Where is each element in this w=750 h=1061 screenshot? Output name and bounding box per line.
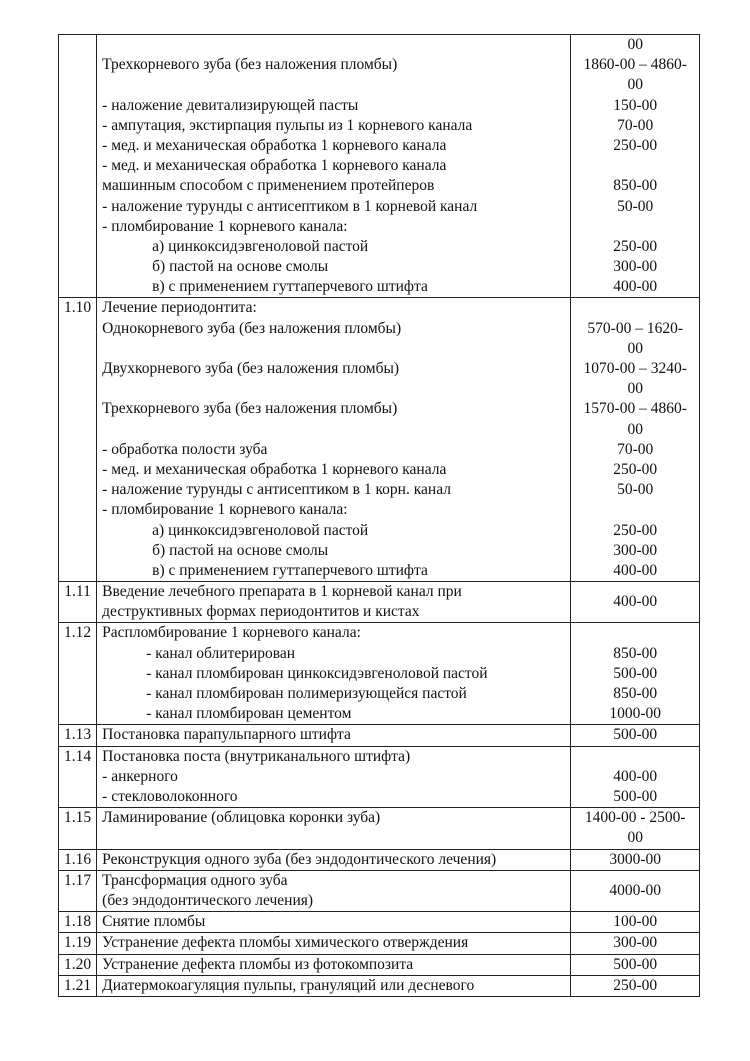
service-description-line: а) цинкоксидэвгеноловой пастой [152, 521, 369, 539]
item-number-cell: 1.21 [59, 975, 97, 996]
price-line [571, 747, 699, 767]
price-line: 250-00 [613, 237, 658, 255]
service-description-line: Трехкорневого зуба (без наложения пломбы) [102, 400, 398, 418]
price-line [571, 217, 699, 237]
price-cell [571, 954, 700, 975]
service-description-line: Однокорневого зуба (без наложения пломбы) [102, 319, 402, 337]
service-description-line: - пломбирование 1 корневого канала: [102, 501, 348, 519]
price-line: 250-00 [613, 460, 658, 478]
service-description-cell [97, 808, 571, 849]
price-line: 300-00 [613, 934, 658, 952]
price-line: 1860-00 – 4860- [583, 56, 687, 74]
price-line: 400-00 [613, 767, 658, 785]
service-description-cell [97, 725, 571, 746]
service-description-line: б) пастой на основе смолы [152, 541, 329, 559]
item-number-cell [59, 35, 97, 298]
item-number-cell: 1.20 [59, 954, 97, 975]
item-number-cell: 1.10 [59, 298, 97, 582]
item-number-cell: 1.16 [59, 849, 97, 870]
item-number-cell: 1.17 [59, 870, 97, 911]
price-line [571, 298, 699, 318]
price-line: 250-00 [613, 521, 658, 539]
service-description-cell [97, 849, 571, 870]
price-line: 850-00 [613, 644, 658, 662]
table-row [59, 582, 700, 623]
service-description-line: (без эндодонтического лечения) [102, 891, 314, 909]
price-line: 00 [627, 36, 643, 53]
service-description-cell [97, 298, 571, 582]
service-description-line: Трехкорневого зуба (без наложения пломбы) [102, 56, 398, 74]
price-list-page [58, 34, 700, 997]
price-line: 300-00 [613, 258, 658, 276]
service-description-line: - канал пломбирован цинкоксидэвгеноловой пастой [146, 664, 488, 682]
table-row [59, 954, 700, 975]
price-line: 70-00 [617, 116, 654, 134]
price-line: 3000-00 [609, 850, 662, 868]
table-row [59, 298, 700, 582]
price-cell [571, 912, 700, 933]
price-line: 850-00 [613, 177, 658, 195]
service-description-line: - наложение турунды с антисептиком в 1 корн. канал [102, 481, 451, 499]
service-description-line: Диатермокоагуляция пульпы, грануляций или десневого [102, 976, 475, 994]
price-line [571, 156, 699, 176]
price-line: 850-00 [613, 685, 658, 702]
service-description-cell [97, 933, 571, 954]
service-description-line: - канал пломбирован полимеризующейся пастой [146, 685, 467, 702]
price-line: 100-00 [613, 913, 658, 931]
service-description-line [102, 339, 570, 359]
service-description-line: Устранение дефекта пломбы из фотокомпозита [102, 955, 414, 973]
service-description-line [102, 35, 570, 55]
price-line: 400-00 [613, 278, 658, 296]
price-line: 1570-00 – 4860- [583, 400, 687, 418]
price-line: 250-00 [613, 136, 658, 154]
service-description-cell [97, 870, 571, 911]
service-description-cell [97, 912, 571, 933]
price-line: 1000-00 [609, 705, 662, 723]
item-number-cell: 1.18 [59, 912, 97, 933]
price-line: 00 [627, 76, 643, 94]
service-description-cell [97, 582, 571, 623]
service-description-line: Трансформация одного зуба [102, 871, 288, 889]
table-row [59, 35, 700, 298]
price-line [571, 623, 699, 643]
service-description-line: Постановка поста (внутриканального штифта) [102, 747, 411, 765]
service-description-line: б) пастой на основе смолы [152, 258, 329, 276]
service-description-line: деструктивных формах периодонтитов и кистах [102, 603, 420, 621]
service-description-cell [97, 623, 571, 725]
price-cell [571, 623, 700, 725]
table-row [59, 870, 700, 911]
service-description-line [102, 75, 570, 95]
service-description-line: Устранение дефекта пломбы химического отверждения [102, 934, 469, 952]
price-cell [571, 849, 700, 870]
item-number-cell: 1.11 [59, 582, 97, 623]
price-line: 400-00 [613, 561, 658, 579]
service-description-line: в) с применением гуттаперчевого штифта [152, 561, 428, 579]
price-cell [571, 746, 700, 808]
price-table [58, 34, 700, 997]
service-description-line: - канал пломбирован цементом [146, 705, 352, 723]
price-line: 50-00 [617, 481, 654, 499]
table-row [59, 808, 700, 849]
price-line: 300-00 [613, 541, 658, 559]
service-description-line: - ампутация, экстирпация пульпы из 1 корневого канала [102, 116, 473, 134]
service-description-line: - мед. и механическая обработка 1 корневого канала [102, 157, 447, 175]
item-number-cell: 1.12 [59, 623, 97, 725]
service-description-line [102, 420, 570, 440]
table-row [59, 933, 700, 954]
item-number-cell: 1.15 [59, 808, 97, 849]
price-cell [571, 808, 700, 849]
price-line: 500-00 [613, 726, 658, 744]
item-number-cell: 1.13 [59, 725, 97, 746]
service-description-line: - анкерного [102, 767, 178, 785]
item-number-cell: 1.19 [59, 933, 97, 954]
service-description-line: - наложение девитализирующей пасты [102, 96, 359, 114]
service-description-line: Ламинирование (облицовка коронки зуба) [102, 809, 381, 827]
service-description-line: Распломбирование 1 корневого канала: [102, 624, 361, 642]
price-line: 1400-00 - 2500- [584, 809, 686, 827]
price-line: 500-00 [613, 664, 658, 682]
service-description-cell [97, 954, 571, 975]
service-description-line [102, 828, 570, 848]
service-description-line: Двухкорневого зуба (без наложения пломбы) [102, 360, 400, 377]
service-description-line: Реконструкция одного зуба (без эндодонтического лечения) [102, 850, 497, 868]
price-line: 500-00 [613, 787, 658, 805]
price-table-body [59, 35, 700, 997]
price-line: 00 [627, 829, 643, 847]
service-description-line: а) цинкоксидэвгеноловой пастой [152, 237, 369, 255]
service-description-cell [97, 35, 571, 298]
price-cell [571, 975, 700, 996]
price-line: 1070-00 – 3240- [583, 360, 687, 377]
service-description-line: машинным способом с применением протейперов [102, 177, 435, 195]
price-line: 400-00 [613, 593, 658, 611]
price-line [571, 500, 699, 520]
price-line: 150-00 [613, 96, 658, 114]
service-description-line [102, 379, 570, 399]
service-description-line: Лечение периодонтита: [102, 299, 257, 317]
service-description-line: - канал облитерирован [146, 644, 296, 662]
table-row [59, 849, 700, 870]
price-line: 500-00 [613, 955, 658, 973]
price-line: 00 [627, 380, 643, 398]
service-description-line: Постановка парапульпарного штифта [102, 726, 351, 744]
price-line: 570-00 – 1620- [587, 319, 683, 337]
price-line: 00 [627, 339, 643, 357]
price-cell [571, 298, 700, 582]
price-cell [571, 582, 700, 623]
table-row [59, 725, 700, 746]
price-cell [571, 933, 700, 954]
table-row [59, 975, 700, 996]
price-line: 70-00 [617, 440, 654, 458]
service-description-line: - мед. и механическая обработка 1 корневого канала [102, 136, 447, 154]
service-description-cell [97, 975, 571, 996]
service-description-line: - мед. и механическая обработка 1 корневого канала [102, 460, 447, 478]
service-description-line: Введение лечебного препарата в 1 корневой канал при [102, 583, 462, 601]
service-description-cell [97, 746, 571, 808]
item-number-cell: 1.14 [59, 746, 97, 808]
table-row [59, 623, 700, 725]
price-line: 00 [627, 420, 643, 438]
price-line: 4000-00 [609, 881, 662, 899]
service-description-line: - пломбирование 1 корневого канала: [102, 217, 348, 235]
price-cell [571, 870, 700, 911]
price-cell [571, 35, 700, 298]
price-line: 50-00 [617, 197, 654, 215]
service-description-line: - наложение турунды с антисептиком в 1 корневой канал [102, 197, 478, 215]
service-description-line: в) с применением гуттаперчевого штифта [152, 278, 428, 296]
price-cell [571, 725, 700, 746]
service-description-line: Снятие пломбы [102, 913, 206, 931]
service-description-line: - стекловолоконного [102, 787, 238, 805]
price-line: 250-00 [613, 976, 658, 994]
service-description-line: - обработка полости зуба [102, 440, 268, 458]
table-row [59, 746, 700, 808]
table-row [59, 912, 700, 933]
